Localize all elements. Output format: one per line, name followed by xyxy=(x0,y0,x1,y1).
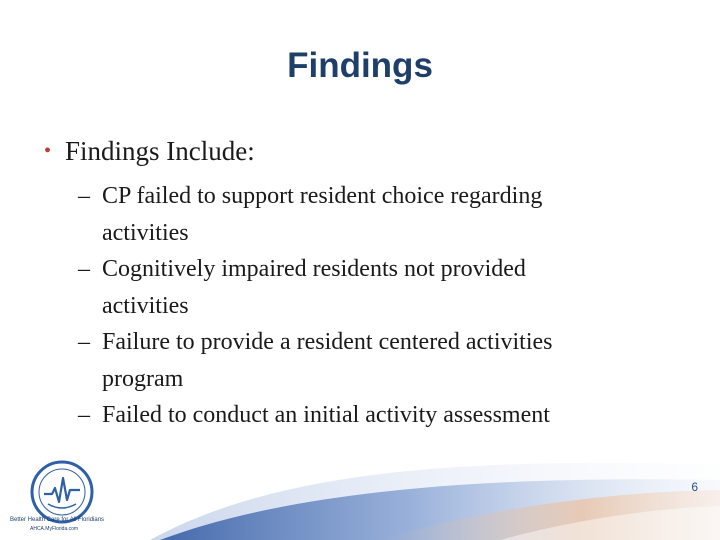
sub-bullet-line: activities xyxy=(102,292,189,319)
sub-bullet-line: Cognitively impaired residents not provided xyxy=(102,256,526,282)
dash-marker: – xyxy=(78,256,90,282)
sub-bullet-line: program xyxy=(102,365,184,392)
main-bullet-text: Findings Include: xyxy=(65,136,255,166)
sub-bullet-item xyxy=(78,324,678,397)
footer-tagline: Better Health Care for All Floridians xyxy=(10,517,105,523)
agency-seal-logo xyxy=(30,460,94,524)
slide-title: Findings xyxy=(287,46,433,85)
sub-bullet-line: CP failed to support resident choice regarding xyxy=(102,183,543,209)
main-bullet xyxy=(44,136,255,167)
footer-website: AHCA.MyFlorida.com xyxy=(30,526,79,532)
sub-bullet-item xyxy=(78,397,678,434)
sub-bullet-line: Failure to provide a resident centered activities xyxy=(102,329,553,355)
sub-bullet-item xyxy=(78,178,678,251)
dash-marker: – xyxy=(78,183,90,209)
sub-bullet-line: activities xyxy=(102,219,189,246)
page-number: 6 xyxy=(691,480,698,494)
footer-swoosh xyxy=(0,440,720,540)
dash-marker: – xyxy=(78,329,90,355)
bullet-dot-icon: • xyxy=(44,140,52,162)
dash-marker: – xyxy=(78,402,90,428)
sub-bullet-list xyxy=(78,178,678,434)
sub-bullet-line: Failed to conduct an initial activity assessment xyxy=(102,402,550,428)
sub-bullet-item xyxy=(78,251,678,324)
